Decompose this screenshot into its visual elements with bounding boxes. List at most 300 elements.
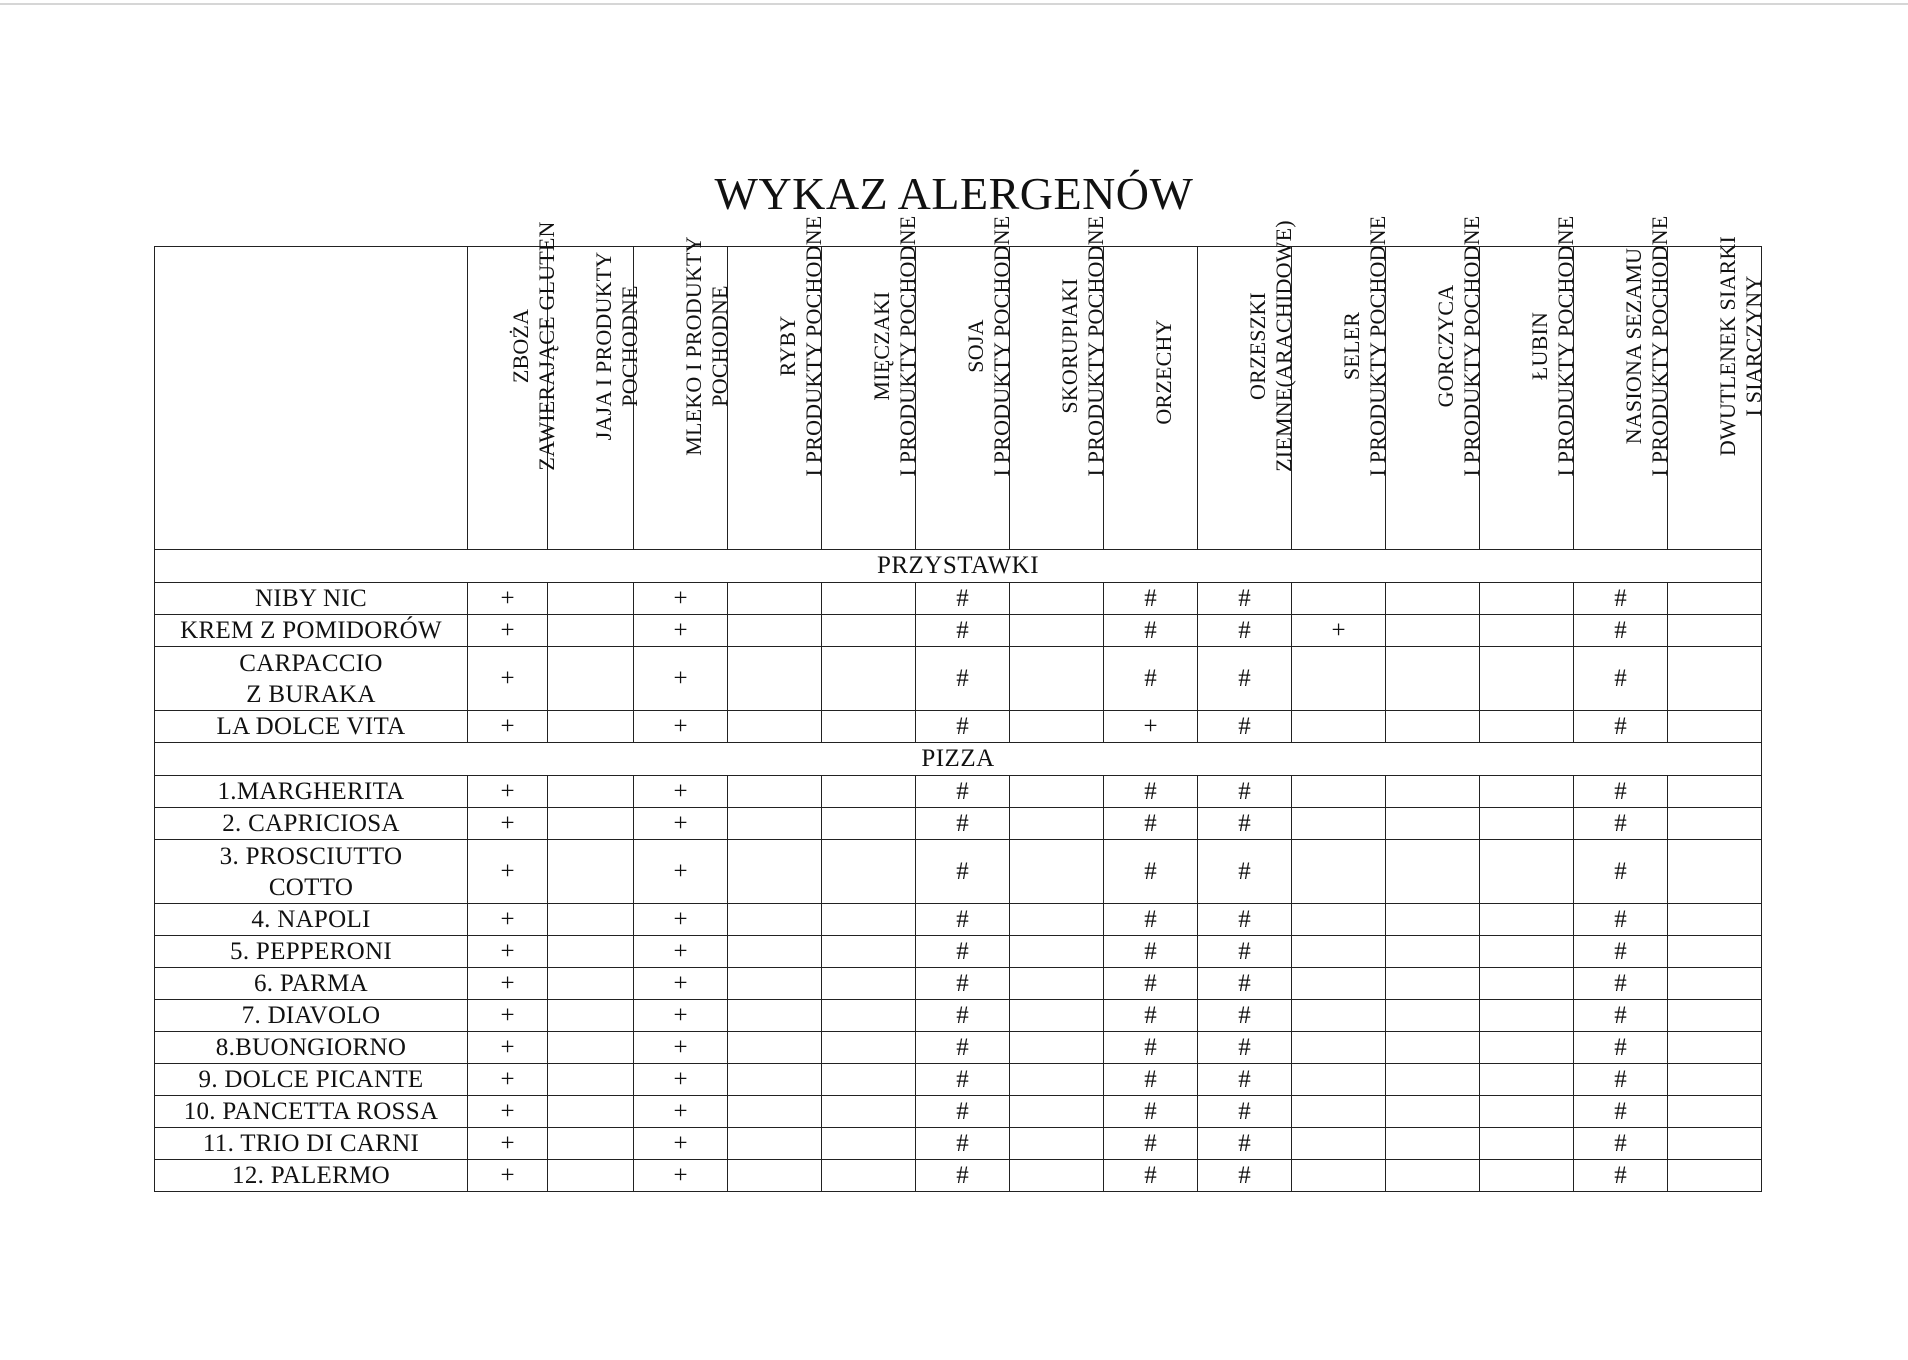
allergen-mark: [1668, 583, 1762, 615]
table-row: [155, 1032, 1762, 1064]
allergen-mark: [822, 1160, 916, 1192]
allergen-mark: [1480, 1000, 1574, 1032]
table-row: [155, 615, 1762, 647]
allergen-mark: +: [468, 1000, 548, 1032]
allergen-mark: [1668, 1064, 1762, 1096]
allergen-mark: [1668, 1000, 1762, 1032]
table-row: [155, 1000, 1762, 1032]
allergen-mark: [1386, 1128, 1480, 1160]
allergen-mark: #: [916, 1032, 1010, 1064]
allergen-column-header-box: [1574, 215, 1672, 549]
allergen-mark: [1386, 583, 1480, 615]
allergen-mark: #: [916, 808, 1010, 840]
allergen-mark: [1386, 1064, 1480, 1096]
allergen-mark: +: [468, 1128, 548, 1160]
allergen-mark: +: [468, 968, 548, 1000]
table-row: [155, 1096, 1762, 1128]
dish-name: 8.BUONGIORNO: [155, 1032, 468, 1064]
allergen-mark: [548, 1128, 634, 1160]
allergen-mark: [1386, 1032, 1480, 1064]
allergen-column-header-box: [1292, 215, 1390, 549]
dish-name: 9. DOLCE PICANTE: [155, 1064, 468, 1096]
allergen-mark: [728, 840, 822, 904]
allergen-mark: #: [1198, 1000, 1292, 1032]
allergen-mark: #: [1574, 1032, 1668, 1064]
allergen-mark: [728, 1096, 822, 1128]
allergen-mark: [1480, 711, 1574, 743]
allergen-mark: [1668, 968, 1762, 1000]
allergen-column-header: [468, 221, 559, 550]
allergen-mark: +: [634, 776, 728, 808]
allergen-mark: [1292, 1064, 1386, 1096]
allergen-mark: #: [1574, 840, 1668, 904]
allergen-mark: [1480, 1032, 1574, 1064]
allergen-mark: #: [1198, 968, 1292, 1000]
allergen-mark: [1386, 808, 1480, 840]
allergen-mark: +: [468, 711, 548, 743]
allergen-mark: [728, 1160, 822, 1192]
allergen-mark: #: [1104, 1064, 1198, 1096]
dish-name: NIBY NIC: [155, 583, 468, 615]
allergen-mark: [1010, 615, 1104, 647]
allergen-mark: [1010, 936, 1104, 968]
allergen-mark: [822, 808, 916, 840]
table-row: [155, 776, 1762, 808]
allergen-mark: [548, 711, 634, 743]
allergen-column-header-box: [548, 247, 642, 549]
allergen-mark: #: [1574, 904, 1668, 936]
allergen-column-header-box: [1480, 215, 1578, 549]
allergen-mark: [1292, 1096, 1386, 1128]
allergen-mark: [1386, 647, 1480, 711]
allergen-mark: [1386, 711, 1480, 743]
section-label: PIZZA: [155, 743, 1762, 776]
allergen-mark: [1010, 1032, 1104, 1064]
allergen-mark: +: [634, 1128, 728, 1160]
dish-name: 6. PARMA: [155, 968, 468, 1000]
allergen-mark: +: [634, 968, 728, 1000]
allergen-mark: #: [1104, 1000, 1198, 1032]
allergen-mark: [728, 776, 822, 808]
allergen-mark: #: [1104, 904, 1198, 936]
allergen-mark: +: [468, 808, 548, 840]
dish-name: 1.MARGHERITA: [155, 776, 468, 808]
allergen-mark: #: [1104, 776, 1198, 808]
allergen-column-label: JAJA I PRODUKTY POCHODNE: [590, 251, 642, 441]
table-row: [155, 1128, 1762, 1160]
allergen-mark: [1010, 1064, 1104, 1096]
allergen-mark: #: [1104, 647, 1198, 711]
allergen-mark: [1668, 1160, 1762, 1192]
allergen-column-header: [1292, 215, 1390, 550]
allergen-mark: #: [1574, 1096, 1668, 1128]
allergen-column-header: [1386, 215, 1484, 550]
allergen-mark: [1386, 776, 1480, 808]
allergen-column-label: NASIONA SEZAMU I PRODUKTY POCHODNE: [1620, 215, 1672, 477]
allergen-mark: #: [1574, 1128, 1668, 1160]
allergen-mark: #: [916, 936, 1010, 968]
allergen-column-header: [916, 215, 1014, 550]
allergen-mark: [1010, 840, 1104, 904]
allergen-mark: [728, 583, 822, 615]
allergen-column-label: DWUTLENEK SIARKI I SIARCZYNY: [1714, 235, 1766, 457]
allergen-mark: [1480, 1096, 1574, 1128]
allergen-mark: [548, 904, 634, 936]
allergen-mark: +: [634, 1000, 728, 1032]
allergen-column-label: ŁUBIN I PRODUKTY POCHODNE: [1526, 215, 1578, 477]
allergen-column-header-box: [728, 215, 826, 549]
allergen-mark: [822, 840, 916, 904]
allergen-column-header: [1480, 215, 1578, 550]
allergen-mark: [1480, 1064, 1574, 1096]
dish-name: 7. DIAVOLO: [155, 1000, 468, 1032]
table-row: [155, 1160, 1762, 1192]
allergen-mark: [548, 1064, 634, 1096]
allergen-mark: #: [1198, 808, 1292, 840]
allergen-mark: [1292, 583, 1386, 615]
allergen-mark: [548, 583, 634, 615]
allergen-mark: +: [634, 1160, 728, 1192]
allergen-mark: #: [1104, 1128, 1198, 1160]
allergen-mark: [1668, 711, 1762, 743]
allergen-mark: [1480, 904, 1574, 936]
allergen-mark: #: [1198, 776, 1292, 808]
allergen-column-header-box: [1198, 220, 1296, 549]
allergen-mark: [822, 1000, 916, 1032]
table-row: [155, 711, 1762, 743]
allergen-mark: [548, 840, 634, 904]
allergen-mark: [1010, 904, 1104, 936]
allergen-mark: #: [1104, 808, 1198, 840]
allergen-mark: [1010, 1160, 1104, 1192]
allergen-mark: [1010, 776, 1104, 808]
allergen-mark: [1668, 840, 1762, 904]
allergen-mark: [1386, 1096, 1480, 1128]
dish-name: 11. TRIO DI CARNI: [155, 1128, 468, 1160]
allergen-mark: #: [1104, 840, 1198, 904]
allergen-mark: [1386, 1000, 1480, 1032]
allergen-mark: [822, 711, 916, 743]
allergen-mark: [822, 1096, 916, 1128]
allergen-mark: +: [634, 647, 728, 711]
table-row: [155, 968, 1762, 1000]
allergen-mark: #: [916, 1000, 1010, 1032]
allergen-mark: [822, 1128, 916, 1160]
allergen-header-row: [155, 247, 1762, 550]
allergen-mark: [1010, 1000, 1104, 1032]
dish-name: 2. CAPRICIOSA: [155, 808, 468, 840]
allergen-mark: #: [1574, 936, 1668, 968]
allergen-mark: [1292, 840, 1386, 904]
allergen-mark: [1480, 936, 1574, 968]
section-header-row: [155, 550, 1762, 583]
allergen-column-label: MLEKO I PRODUKTY POCHODNE: [680, 236, 732, 456]
allergen-mark: [1480, 647, 1574, 711]
table-row: [155, 840, 1762, 904]
allergen-column-header: [1104, 247, 1198, 550]
allergen-column-label: GORCZYCA I PRODUKTY POCHODNE: [1432, 215, 1484, 477]
allergen-mark: [1386, 904, 1480, 936]
allergen-mark: [548, 936, 634, 968]
allergen-mark: [1668, 1128, 1762, 1160]
allergen-mark: +: [468, 647, 548, 711]
allergen-mark: #: [916, 840, 1010, 904]
allergen-mark: +: [634, 711, 728, 743]
allergen-column-header: [548, 247, 642, 550]
allergen-column-label: ZBOŻA ZAWIERAJĄCE GLUTEN: [507, 221, 559, 471]
allergen-mark: +: [634, 840, 728, 904]
section-label: PRZYSTAWKI: [155, 550, 1762, 583]
allergen-mark: [1480, 968, 1574, 1000]
allergen-mark: +: [634, 1064, 728, 1096]
allergen-mark: [548, 1096, 634, 1128]
allergen-mark: #: [1198, 904, 1292, 936]
allergen-mark: +: [468, 840, 548, 904]
allergen-mark: [1010, 1128, 1104, 1160]
allergen-mark: [1292, 1128, 1386, 1160]
allergen-mark: #: [916, 1128, 1010, 1160]
dish-name: LA DOLCE VITA: [155, 711, 468, 743]
table-row: [155, 1064, 1762, 1096]
allergen-mark: [548, 1160, 634, 1192]
allergen-mark: [822, 647, 916, 711]
allergen-mark: +: [468, 1064, 548, 1096]
table-row: [155, 904, 1762, 936]
allergen-mark: +: [468, 615, 548, 647]
allergen-mark: [728, 647, 822, 711]
allergen-mark: [548, 615, 634, 647]
allergen-mark: #: [1104, 936, 1198, 968]
allergen-mark: [1668, 615, 1762, 647]
allergen-mark: [1668, 1096, 1762, 1128]
allergen-mark: [1386, 840, 1480, 904]
allergen-column-header-box: [1386, 215, 1484, 549]
allergen-mark: [1292, 776, 1386, 808]
allergen-mark: #: [916, 615, 1010, 647]
allergen-mark: [822, 968, 916, 1000]
allergen-mark: #: [916, 711, 1010, 743]
allergen-mark: [1386, 615, 1480, 647]
allergen-mark: [822, 904, 916, 936]
allergen-mark: [728, 808, 822, 840]
allergen-mark: #: [1198, 936, 1292, 968]
page-title: WYKAZ ALERGENÓW: [714, 168, 1194, 219]
allergen-mark: [548, 647, 634, 711]
dish-name: KREM Z POMIDORÓW: [155, 615, 468, 647]
allergen-column-label: SOJA I PRODUKTY POCHODNE: [962, 215, 1014, 477]
allergen-mark: [728, 968, 822, 1000]
allergen-mark: #: [1104, 1160, 1198, 1192]
allergen-column-header-box: [468, 221, 559, 549]
allergen-mark: #: [1574, 776, 1668, 808]
allergen-mark: [1292, 968, 1386, 1000]
table-row: [155, 647, 1762, 711]
allergen-mark: [548, 968, 634, 1000]
allergen-mark: [822, 615, 916, 647]
allergen-mark: [1668, 776, 1762, 808]
allergen-column-header: [634, 236, 732, 550]
allergen-mark: [728, 936, 822, 968]
allergen-mark: [1292, 711, 1386, 743]
allergen-mark: [1668, 1032, 1762, 1064]
allergen-column-header: [1668, 235, 1766, 550]
section-header-row: [155, 743, 1762, 776]
allergen-column-header-box: [1104, 247, 1197, 549]
allergen-mark: [1480, 776, 1574, 808]
allergen-column-header-box: [916, 215, 1014, 549]
top-divider: [0, 3, 1908, 5]
allergen-mark: #: [916, 583, 1010, 615]
allergen-mark: #: [1198, 840, 1292, 904]
allergen-mark: #: [1574, 711, 1668, 743]
allergen-mark: +: [634, 615, 728, 647]
allergen-mark: [728, 1128, 822, 1160]
allergen-mark: [548, 1032, 634, 1064]
allergen-mark: [1480, 808, 1574, 840]
allergen-column-header: [822, 215, 920, 550]
allergen-mark: [1668, 647, 1762, 711]
allergen-mark: #: [1104, 583, 1198, 615]
allergen-mark: +: [468, 904, 548, 936]
allergen-mark: #: [1574, 1064, 1668, 1096]
allergen-mark: +: [1292, 615, 1386, 647]
allergen-column-header: [728, 215, 826, 550]
allergen-mark: [728, 615, 822, 647]
allergen-mark: #: [1574, 968, 1668, 1000]
allergen-mark: [548, 1000, 634, 1032]
allergen-mark: [1292, 1032, 1386, 1064]
allergen-mark: #: [1104, 1096, 1198, 1128]
allergen-mark: [822, 1032, 916, 1064]
allergen-mark: [1010, 968, 1104, 1000]
allergen-mark: [1292, 808, 1386, 840]
dish-name: 4. NAPOLI: [155, 904, 468, 936]
allergen-mark: +: [634, 583, 728, 615]
allergen-mark: #: [1198, 1032, 1292, 1064]
allergen-mark: [548, 808, 634, 840]
allergen-column-label: MIĘCZAKI I PRODUKTY POCHODNE: [868, 215, 920, 477]
allergen-mark: #: [1574, 647, 1668, 711]
allergen-mark: [1010, 647, 1104, 711]
dish-name: 10. PANCETTA ROSSA: [155, 1096, 468, 1128]
table-row: [155, 808, 1762, 840]
allergen-mark: [728, 1064, 822, 1096]
allergen-mark: [1668, 904, 1762, 936]
allergen-mark: [1480, 615, 1574, 647]
allergen-column-header-box: [822, 215, 920, 549]
allergen-column-label: ORZECHY: [1150, 319, 1176, 425]
dish-name: 3. PROSCIUTTO COTTO: [155, 840, 468, 904]
allergen-mark: [1668, 936, 1762, 968]
allergen-mark: #: [1198, 583, 1292, 615]
allergen-column-header-box: [1668, 235, 1766, 549]
allergen-mark: +: [468, 1032, 548, 1064]
allergen-mark: [728, 904, 822, 936]
allergen-mark: [822, 583, 916, 615]
allergen-mark: #: [1198, 1128, 1292, 1160]
allergen-mark: +: [468, 1096, 548, 1128]
allergen-mark: [1292, 1160, 1386, 1192]
allergen-mark: [1010, 1096, 1104, 1128]
table-row: [155, 936, 1762, 968]
allergen-mark: #: [916, 1096, 1010, 1128]
allergen-mark: [1668, 808, 1762, 840]
allergen-mark: #: [1574, 1160, 1668, 1192]
allergen-mark: #: [916, 904, 1010, 936]
allergen-mark: [728, 1032, 822, 1064]
allergen-column-header: [1574, 215, 1672, 550]
allergen-mark: [728, 1000, 822, 1032]
allergen-table: [154, 215, 1766, 1192]
allergen-mark: #: [1198, 1096, 1292, 1128]
allergen-mark: [1480, 1128, 1574, 1160]
allergen-mark: #: [916, 776, 1010, 808]
allergen-mark: +: [468, 583, 548, 615]
allergen-mark: +: [634, 1096, 728, 1128]
allergen-column-header-box: [1010, 215, 1108, 549]
allergen-mark: #: [1198, 711, 1292, 743]
allergen-mark: #: [916, 647, 1010, 711]
allergen-mark: [548, 776, 634, 808]
allergen-mark: [822, 1064, 916, 1096]
allergen-mark: [1480, 840, 1574, 904]
allergen-mark: #: [1574, 1000, 1668, 1032]
allergen-column-header: [1198, 220, 1296, 550]
allergen-mark: #: [1574, 808, 1668, 840]
allergen-mark: #: [1104, 1032, 1198, 1064]
allergen-mark: [1010, 711, 1104, 743]
allergen-column-label: ORZESZKI ZIEMNE(ARACHIDOWE): [1244, 220, 1296, 472]
allergen-mark: +: [1104, 711, 1198, 743]
allergen-mark: [728, 711, 822, 743]
allergen-mark: [1480, 583, 1574, 615]
allergen-mark: #: [916, 1064, 1010, 1096]
allergen-mark: #: [916, 968, 1010, 1000]
allergen-mark: +: [468, 936, 548, 968]
allergen-mark: #: [1198, 647, 1292, 711]
allergen-mark: +: [634, 1032, 728, 1064]
allergen-mark: +: [634, 808, 728, 840]
allergen-mark: [1292, 1000, 1386, 1032]
allergen-column-header-box: [634, 236, 732, 549]
dish-name: 5. PEPPERONI: [155, 936, 468, 968]
allergen-mark: [1386, 936, 1480, 968]
allergen-mark: [1010, 583, 1104, 615]
allergen-mark: #: [1574, 583, 1668, 615]
dish-name: 12. PALERMO: [155, 1160, 468, 1192]
allergen-mark: +: [634, 936, 728, 968]
allergen-mark: #: [1198, 1064, 1292, 1096]
allergen-mark: #: [1198, 615, 1292, 647]
allergen-mark: +: [468, 776, 548, 808]
header-corner-cell: [155, 247, 468, 550]
allergen-column-header: [1010, 215, 1108, 550]
allergen-mark: [1292, 936, 1386, 968]
allergen-mark: [1292, 904, 1386, 936]
allergen-mark: [1292, 647, 1386, 711]
allergen-mark: [1010, 808, 1104, 840]
allergen-mark: [822, 936, 916, 968]
table-row: [155, 583, 1762, 615]
allergen-mark: #: [1574, 615, 1668, 647]
allergen-mark: +: [634, 904, 728, 936]
allergen-table-body: [155, 550, 1762, 1192]
allergen-mark: #: [1104, 615, 1198, 647]
allergen-mark: #: [1198, 1160, 1292, 1192]
allergen-mark: [822, 776, 916, 808]
allergen-column-label: SKORUPIAKI I PRODUKTY POCHODNE: [1056, 215, 1108, 477]
allergen-mark: #: [1104, 968, 1198, 1000]
